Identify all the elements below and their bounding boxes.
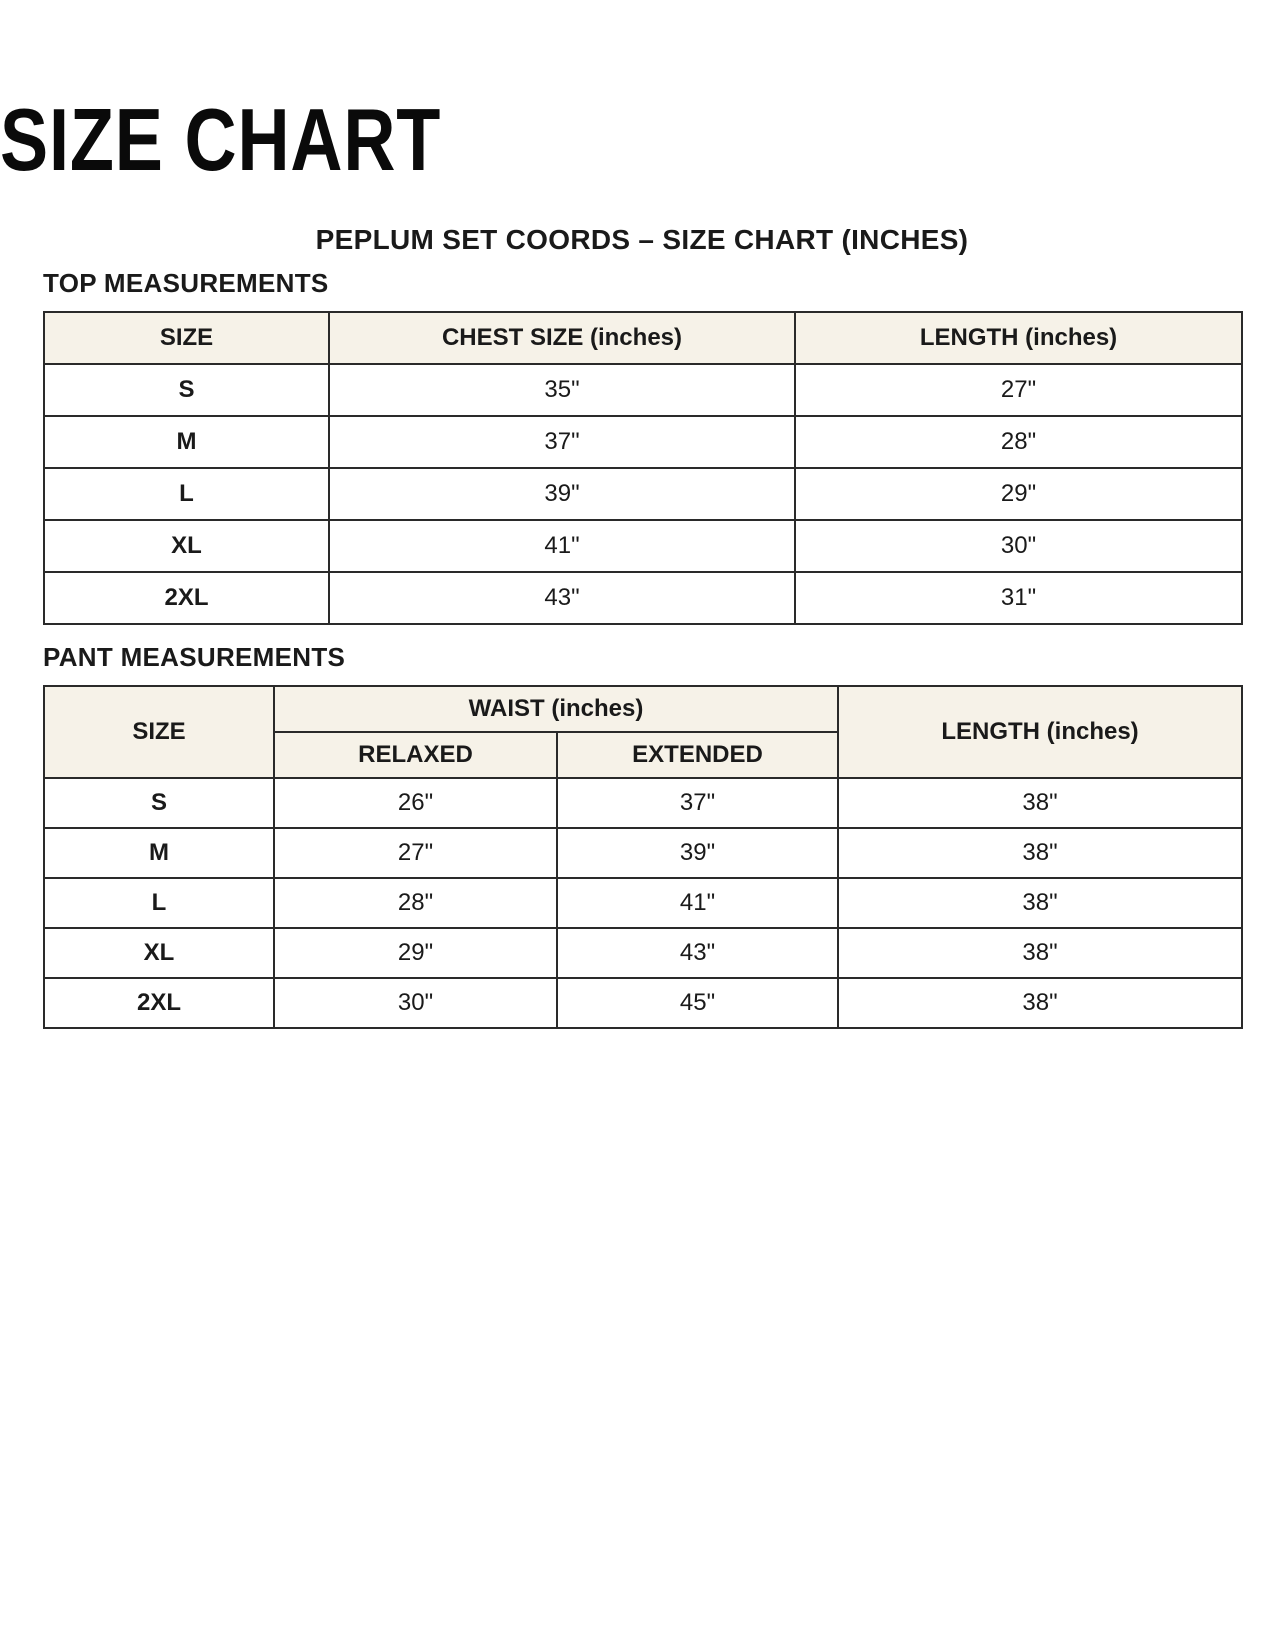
size-cell: XL	[44, 928, 274, 978]
length-cell: 29"	[795, 468, 1242, 520]
chest-cell: 37"	[329, 416, 795, 468]
table-row	[44, 828, 1242, 878]
table-row	[44, 468, 1242, 520]
extended-cell: 43"	[557, 928, 838, 978]
size-cell: S	[44, 778, 274, 828]
size-cell: 2XL	[44, 572, 329, 624]
chest-cell: 41"	[329, 520, 795, 572]
size-cell: S	[44, 364, 329, 416]
relaxed-cell: 27"	[274, 828, 557, 878]
top-measurements-label: TOP MEASUREMENTS	[43, 268, 329, 298]
chest-cell: 39"	[329, 468, 795, 520]
chart-title: PEPLUM SET COORDS – SIZE CHART (INCHES)	[315, 224, 969, 255]
extended-cell: 39"	[557, 828, 838, 878]
table-row	[44, 978, 1242, 1028]
header-size: SIZE	[44, 312, 329, 364]
table-header-row	[44, 312, 1242, 364]
length-cell: 31"	[795, 572, 1242, 624]
chest-cell: 35"	[329, 364, 795, 416]
extended-cell: 45"	[557, 978, 838, 1028]
table-row	[44, 520, 1242, 572]
table-row	[44, 878, 1242, 928]
relaxed-cell: 28"	[274, 878, 557, 928]
length-cell: 28"	[795, 416, 1242, 468]
table-row	[44, 364, 1242, 416]
header-chest-size: CHEST SIZE (inches)	[329, 312, 795, 364]
header-extended: EXTENDED	[557, 732, 838, 778]
table-row	[44, 416, 1242, 468]
header-relaxed: RELAXED	[274, 732, 557, 778]
length-cell: 38"	[838, 828, 1242, 878]
size-cell: L	[44, 878, 274, 928]
size-cell: M	[44, 416, 329, 468]
extended-cell: 41"	[557, 878, 838, 928]
header-size: SIZE	[44, 686, 274, 778]
relaxed-cell: 26"	[274, 778, 557, 828]
header-waist: WAIST (inches)	[274, 686, 838, 732]
extended-cell: 37"	[557, 778, 838, 828]
relaxed-cell: 29"	[274, 928, 557, 978]
table-header-row	[44, 686, 1242, 732]
size-cell: XL	[44, 520, 329, 572]
pant-measurements-label: PANT MEASUREMENTS	[43, 642, 346, 672]
size-cell: M	[44, 828, 274, 878]
length-cell: 38"	[838, 978, 1242, 1028]
header-length: LENGTH (inches)	[838, 686, 1242, 778]
size-cell: 2XL	[44, 978, 274, 1028]
length-cell: 38"	[838, 878, 1242, 928]
header-length: LENGTH (inches)	[795, 312, 1242, 364]
top-measurements-table	[43, 311, 1243, 625]
chest-cell: 43"	[329, 572, 795, 624]
table-row	[44, 778, 1242, 828]
length-cell: 27"	[795, 364, 1242, 416]
relaxed-cell: 30"	[274, 978, 557, 1028]
length-cell: 30"	[795, 520, 1242, 572]
length-cell: 38"	[838, 928, 1242, 978]
table-row	[44, 572, 1242, 624]
length-cell: 38"	[838, 778, 1242, 828]
size-cell: L	[44, 468, 329, 520]
table-row	[44, 928, 1242, 978]
page-title: SIZE CHART	[0, 90, 442, 189]
pant-measurements-table	[43, 685, 1243, 1029]
